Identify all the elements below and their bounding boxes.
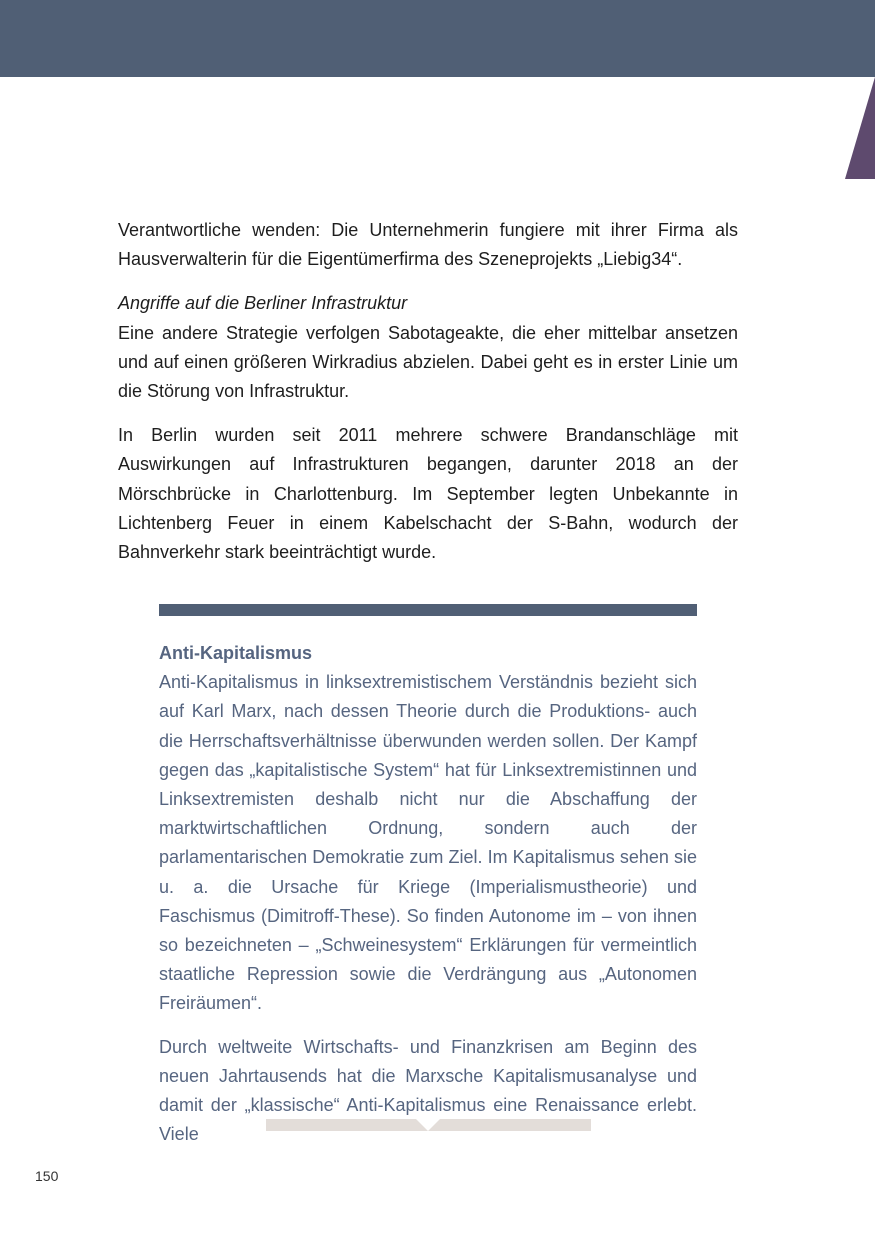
continue-marker <box>266 1119 591 1131</box>
section-subheading: Angriffe auf die Berliner Infrastruktur <box>118 293 408 314</box>
page-number: 150 <box>35 1168 59 1184</box>
infobox-paragraph-renaissance: Durch weltweite Wirtschafts- und Finanzkrisen am Beginn des neuen Jahrtausends hat die Marxsche Kapitalismusanalyse und damit der „klassische“ Anti-Kapitalismus eine Renaissance erlebt. Viele <box>159 1036 697 1145</box>
paragraph-liebig34: Verantwortliche wenden: Die Unternehmerin fungiere mit ihrer Firma als Hausverwalterin für die Eigentümerfirma des Szeneprojekts „Liebig34“. <box>118 220 738 270</box>
corner-accent-wedge <box>845 77 875 179</box>
main-text <box>118 216 738 567</box>
infobox-paragraph-definition: Anti-Kapitalismus in linksextremistischem Verständnis bezieht sich auf Karl Marx, nach dessen Theorie durch die Produktions- auch die Herrschaftsverhältnisse überwunden werden sollen. Der Kampf gegen das „kapitalistische System“ hat für Linksextremistinnen und Linksextremisten deshalb nicht nur die Abschaffung der marktwirtschaftlichen Ordnung, sondern auch der parlamentarischen Demokratie zum Ziel. Im Kapitalismus sehen sie u. a. die Ursache für Kriege (Imperialismustheorie) und Faschismus (Dimitroff-These). So finden Autonome im – von ihnen so bezeichneten – „Schweinesystem“ Erklärungen für vermeintlich staatliche Repression sowie die Verdrängung aus „Autonomen Freiräumen“. <box>159 672 697 1014</box>
paragraph-arson-attacks: In Berlin wurden seit 2011 mehrere schwere Brandanschläge mit Auswirkungen auf Infrastrukturen begangen, darunter 2018 an der Mörschbrücke in Charlottenburg. Im September legten Unbekannte in Lichtenberg Feuer in einem Kabelschacht der S-Bahn, wodurch der Bahnverkehr stark beeinträchtigt wurde. <box>118 425 738 563</box>
header-band <box>0 0 875 77</box>
paragraph-sabotage: Eine andere Strategie verfolgen Sabotageakte, die eher mittelbar ansetzen und auf einen größeren Wirkradius abzielen. Dabei geht es in erster Linie um die Störung von Infrastruktur. <box>118 322 738 402</box>
infobox-title: Anti-Kapitalismus <box>159 643 313 663</box>
infobox-anti-kapitalismus <box>159 639 697 1149</box>
infobox-top-bar <box>159 604 697 616</box>
